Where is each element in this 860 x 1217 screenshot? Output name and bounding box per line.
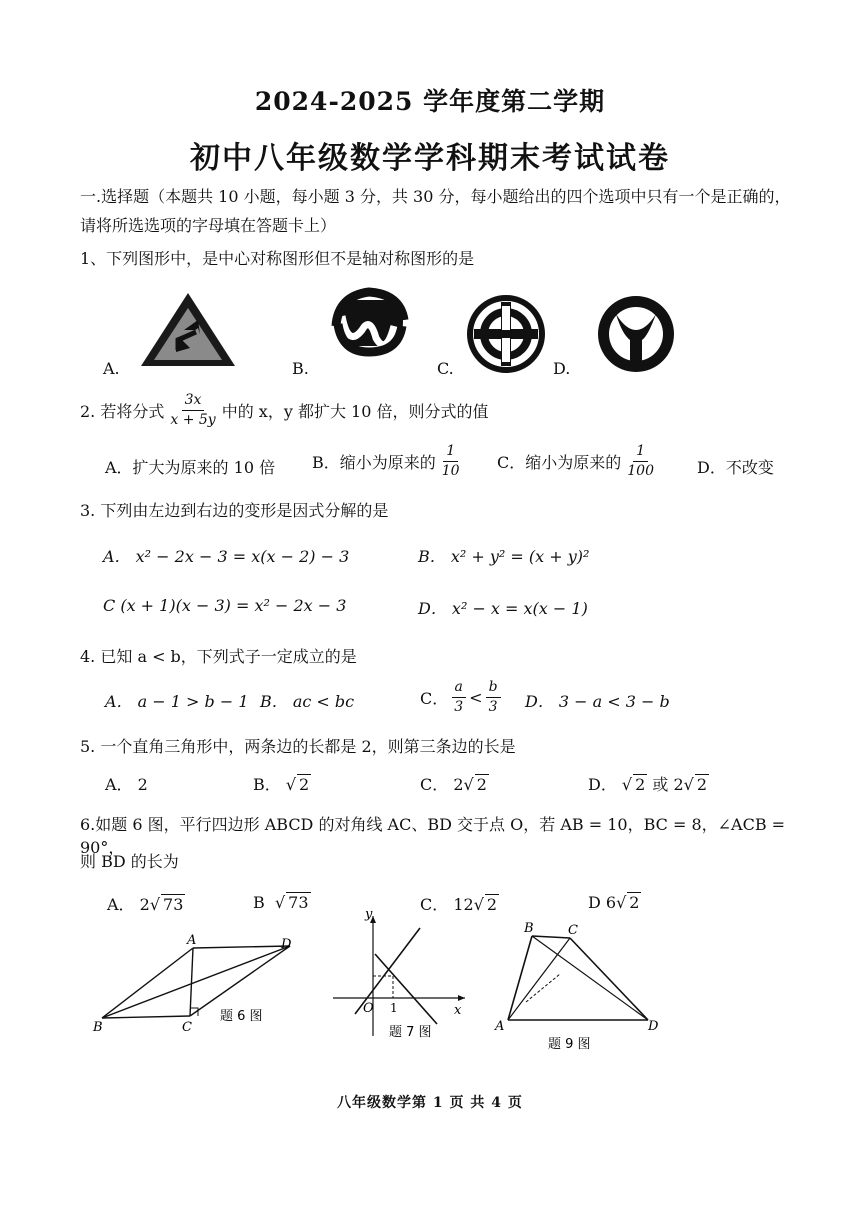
q4-option-c-pre: C． xyxy=(420,689,449,708)
q4-option-b: B． ac < bc xyxy=(260,692,355,711)
q4-option-d: D． 3 − a < 3 − b xyxy=(525,692,670,711)
q6-stem-line2: 则 BD 的长为 xyxy=(80,852,179,871)
fig9-label-a: A xyxy=(495,1019,505,1034)
figure-7-graph xyxy=(325,906,475,1046)
q1-option-c-image xyxy=(466,294,546,374)
q6-option-a: A． 2√ 73 xyxy=(107,895,184,914)
q5-option-d-radicand2: 2 xyxy=(696,775,708,794)
fig9-label-c: C xyxy=(568,923,578,938)
fig7-label-o: O xyxy=(363,1001,374,1016)
exam-year-title: 2024-2025 学年度第二学期 xyxy=(254,87,606,116)
q5-option-b-radicand: 2 xyxy=(299,775,310,794)
q6-stem: 6.如题 6 图，平行四边形 ABCD 的对角线 AC、BD 交于点 O，若 AB = 10，BC = 8，∠ACB = 90°， xyxy=(80,815,786,857)
section-intro: 一.选择题（本题共 10 小题，每小题 3 分，共 30 分，每小题给出的四个选项中只有一个是正确的，请将所选选项的字母填在答题卡上） xyxy=(80,187,791,235)
q4-option-c-num1: a xyxy=(452,678,466,698)
fig6-label-c: C xyxy=(182,1020,192,1035)
q6-option-d-pre: D 6 xyxy=(588,893,617,912)
q4-option-c xyxy=(420,678,504,717)
q5-option-b-pre: B． xyxy=(253,775,281,794)
q6-option-b: B √ 73 xyxy=(253,893,309,912)
q2-fraction xyxy=(167,391,218,430)
fig7-label-x: x xyxy=(454,1003,462,1018)
q1-option-a-image xyxy=(138,290,238,370)
q2-option-d: D．不改变 xyxy=(697,458,774,477)
q1-option-d-image xyxy=(596,294,676,374)
q5-option-c-radicand: 2 xyxy=(476,775,487,794)
q4-option-c-frac2 xyxy=(486,678,501,717)
fig6-label-a: A xyxy=(187,933,197,948)
q6-option-d: D 6√ 2 xyxy=(588,893,640,912)
q4-option-c-num2: b xyxy=(486,678,501,698)
q6-option-c-radicand: 2 xyxy=(486,895,498,914)
figure-9-quadrilateral xyxy=(490,916,670,1056)
fig9-label-b: B xyxy=(524,921,534,936)
q2-option-b-frac xyxy=(439,442,463,481)
q5-stem: 5. 一个直角三角形中，两条边的长都是 2，则第三条边的长是 xyxy=(80,737,516,756)
q2-stem-pre: 2. 若将分式 xyxy=(80,402,165,421)
fig6-label-b: B xyxy=(93,1020,103,1035)
q3-option-c: C (x + 1)(x − 3) = x² − 2x − 3 xyxy=(103,596,347,615)
q1-option-a-label: A. xyxy=(103,359,120,378)
q4-option-c-den1: 3 xyxy=(454,699,464,715)
q5-option-b: B． √ 2 xyxy=(253,775,310,794)
q1-option-b-label: B. xyxy=(292,359,309,378)
q2-stem-post: 中的 x，y 都扩大 10 倍，则分式的值 xyxy=(221,402,489,421)
q4-option-c-frac1 xyxy=(451,678,466,717)
q5-option-d-radicand1: 2 xyxy=(635,775,646,794)
q4-stem: 4. 已知 a < b，下列式子一定成立的是 xyxy=(80,647,357,666)
fig7-caption: 题 7 图 xyxy=(389,1025,432,1040)
q5-option-d: D． √ 2 或 2√ 2 xyxy=(588,775,708,794)
q2-stem xyxy=(80,391,488,430)
q2-option-c-frac xyxy=(624,442,657,481)
q3-option-a: A． x² − 2x − 3 = x(x − 2) − 3 xyxy=(103,547,350,566)
fig9-caption: 题 9 图 xyxy=(548,1037,591,1052)
q4-option-c-op: < xyxy=(469,688,483,707)
q3-stem: 3. 下列由左边到右边的变形是因式分解的是 xyxy=(80,501,389,520)
fig7-label-one: 1 xyxy=(390,1001,398,1015)
exam-title: 初中八年级数学学科期末考试试卷 xyxy=(190,141,670,176)
q2-option-c-num: 1 xyxy=(633,442,648,462)
q3-option-d: D． x² − x = x(x − 1) xyxy=(418,599,588,618)
q4-option-a: A． a − 1 > b − 1 xyxy=(105,692,249,711)
q4-option-c-den2: 3 xyxy=(488,699,498,715)
q1-option-b-image xyxy=(328,286,410,358)
q6-option-d-radicand: 2 xyxy=(629,893,640,912)
q1-stem: 1、下列图形中，是中心对称图形但不是轴对称图形的是 xyxy=(80,249,475,268)
q5-option-d-pre: D． xyxy=(588,775,617,794)
q6-option-b-pre: B xyxy=(253,893,265,912)
q2-option-c-pre: C．缩小为原来的 xyxy=(497,453,622,472)
fig7-label-y: y xyxy=(365,907,373,922)
q2-fraction-den: x + 5y xyxy=(170,412,216,428)
q2-option-b-num: 1 xyxy=(443,442,458,462)
q6-option-a-pre: A． 2 xyxy=(107,895,150,914)
q6-option-c: C． 12√ 2 xyxy=(420,895,498,914)
q5-option-a: A． 2 xyxy=(105,775,148,794)
fig6-label-d: D xyxy=(281,937,292,952)
q2-option-a: A．扩大为原来的 10 倍 xyxy=(105,458,276,477)
q1-option-d-label: D. xyxy=(553,359,571,378)
q2-option-b xyxy=(312,442,466,481)
page-footer: 八年级数学第 1 页 共 4 页 xyxy=(337,1095,523,1111)
q2-option-b-den: 10 xyxy=(441,463,460,479)
q5-option-d-mid: 或 2 xyxy=(647,775,684,794)
q2-fraction-num: 3x xyxy=(182,391,205,411)
figure-6-parallelogram xyxy=(90,930,310,1040)
q6-option-c-pre: C． 12 xyxy=(420,895,474,914)
q2-option-c xyxy=(497,442,660,481)
fig6-caption: 题 6 图 xyxy=(220,1009,263,1024)
q6-option-a-radicand: 73 xyxy=(163,895,184,914)
q3-option-b: B． x² + y² = (x + y)² xyxy=(418,547,590,566)
fig9-label-d: D xyxy=(648,1019,659,1034)
q5-option-c: C． 2√ 2 xyxy=(420,775,487,794)
q2-option-c-den: 100 xyxy=(627,463,654,479)
q5-option-c-pre: C． 2 xyxy=(420,775,464,794)
q6-option-b-radicand: 73 xyxy=(288,893,309,912)
q2-option-b-pre: B．缩小为原来的 xyxy=(312,453,436,472)
q1-option-c-label: C. xyxy=(437,359,454,378)
